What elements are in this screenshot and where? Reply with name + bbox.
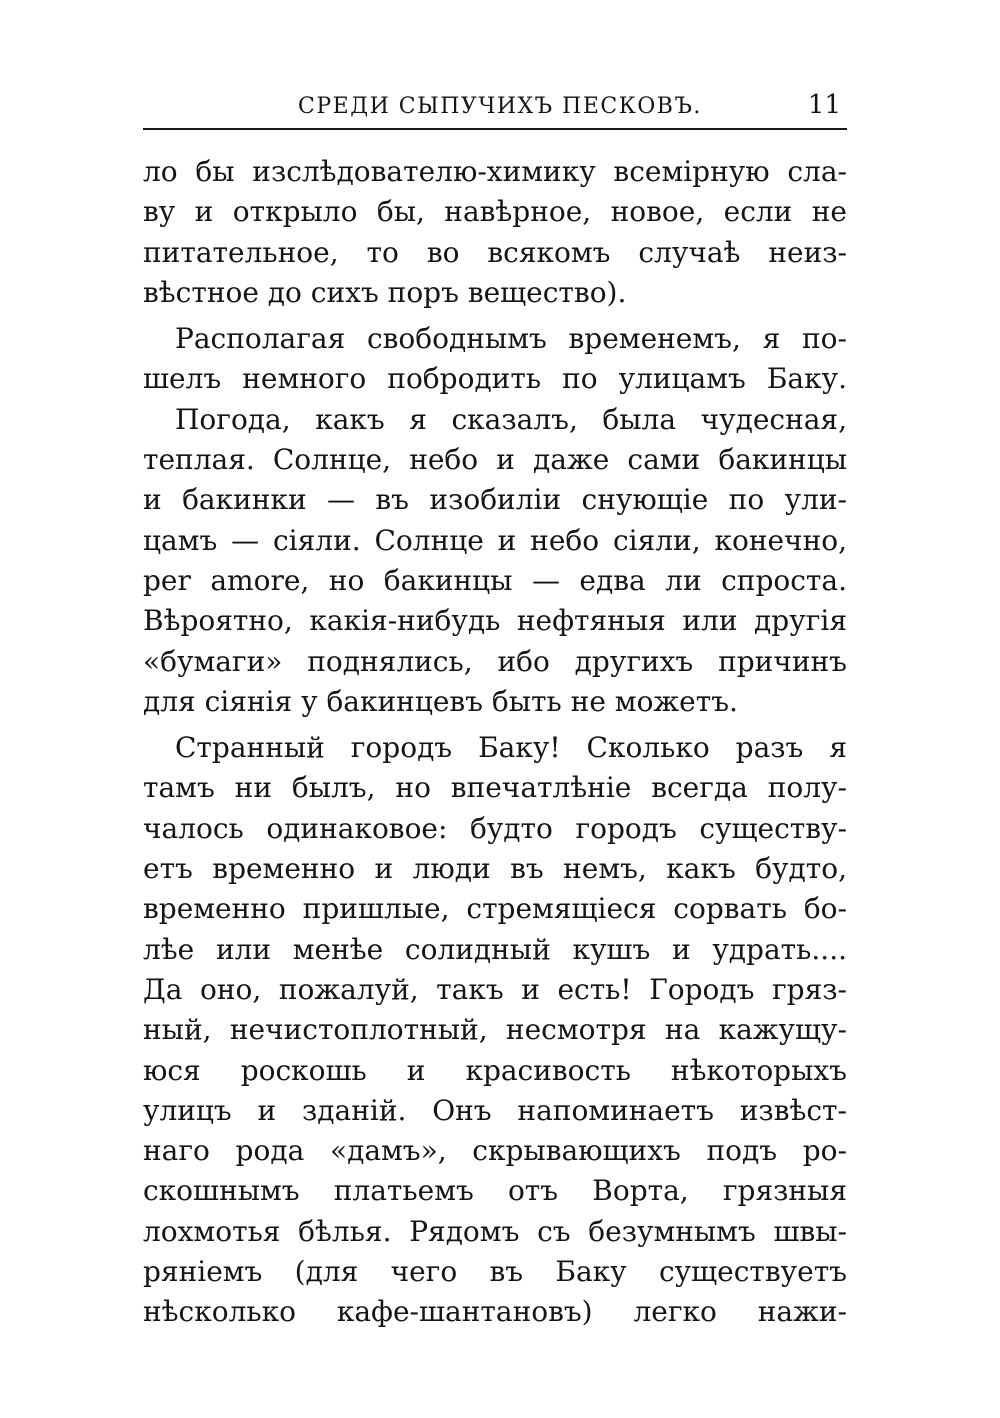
- text-line: шелъ немного побродить по улицамъ Баку.: [143, 362, 847, 396]
- text-line: цамъ — сіяли. Солнце и небо сіяли, конечно,: [143, 523, 847, 557]
- text-line: улицъ и зданій. Онъ напоминаетъ извѣст-: [143, 1093, 847, 1127]
- text-line: лѣе или менѣе солидный кушъ и удрать....: [143, 932, 847, 966]
- text-line: ряніемъ (для чего въ Баку существуетъ: [143, 1255, 847, 1289]
- text-line: лохмотья бѣлья. Рядомъ съ безумнымъ швы-: [143, 1214, 847, 1248]
- text-line: тамъ ни былъ, но впечатлѣніе всегда полу-: [143, 771, 847, 805]
- text-line: временно пришлые, стремящіеся сорвать бо-: [143, 892, 847, 926]
- page-number: 11: [807, 90, 841, 120]
- text-line: Да оно, пожалуй, такъ и есть! Городъ гряз-: [143, 972, 847, 1006]
- text-line: ву и открыло бы, навѣрное, новое, если не: [143, 195, 847, 229]
- text-line: нѣсколько кафе-шантановъ) легко нажи-: [143, 1295, 847, 1329]
- text-line: ло бы изслѣдователю-химику всемірную сла-: [143, 155, 847, 188]
- text-line: per amore, но бакинцы — едва ли спроста.: [143, 563, 847, 597]
- paragraph-1: [143, 152, 847, 313]
- paragraph-3: [143, 400, 847, 722]
- text-line: «бумаги» поднялись, ибо другихъ причинъ: [143, 644, 847, 678]
- running-title: СРЕДИ СЫПУЧИХЪ ПЕСКОВЪ.: [298, 94, 702, 119]
- text-line: Погода, какъ я сказалъ, была чудесная,: [175, 402, 847, 436]
- text-line: Странный городъ Баку! Сколько разъ я: [175, 731, 847, 765]
- text-line: Вѣроятно, какія-нибудь нефтяныя или другія: [143, 604, 847, 638]
- text-line: вѣстное до сихъ поръ вещество).: [143, 275, 627, 309]
- text-line: скошнымъ платьемъ отъ Ворта, грязныя: [143, 1174, 847, 1208]
- text-line: Располагая свободнымъ временемъ, я по-: [175, 322, 847, 356]
- body-text: [143, 152, 847, 1333]
- text-line: етъ временно и люди въ немъ, какъ будто,: [143, 852, 847, 886]
- paragraph-4: [143, 728, 847, 1332]
- text-line: чалось одинаковое: будто городъ существу-: [143, 811, 847, 845]
- text-line: юся роскошь и красивость нѣкоторыхъ: [143, 1053, 847, 1087]
- text-line: питательное, то во всякомъ случаѣ неиз-: [143, 235, 847, 269]
- book-page: [143, 88, 847, 1333]
- text-line: и бакинки — въ изобиліи снующіе по ули-: [143, 483, 847, 517]
- paragraph-2: [143, 319, 847, 400]
- text-line: ный, нечистоплотный, несмотря на кажущу-: [143, 1013, 847, 1047]
- running-head: [143, 88, 847, 130]
- text-line: теплая. Солнце, небо и даже сами бакинцы: [143, 443, 847, 477]
- text-line: для сіянія у бакинцевъ быть не можетъ.: [143, 684, 738, 718]
- text-line: наго рода «дамъ», скрывающихъ подъ ро-: [143, 1134, 847, 1168]
